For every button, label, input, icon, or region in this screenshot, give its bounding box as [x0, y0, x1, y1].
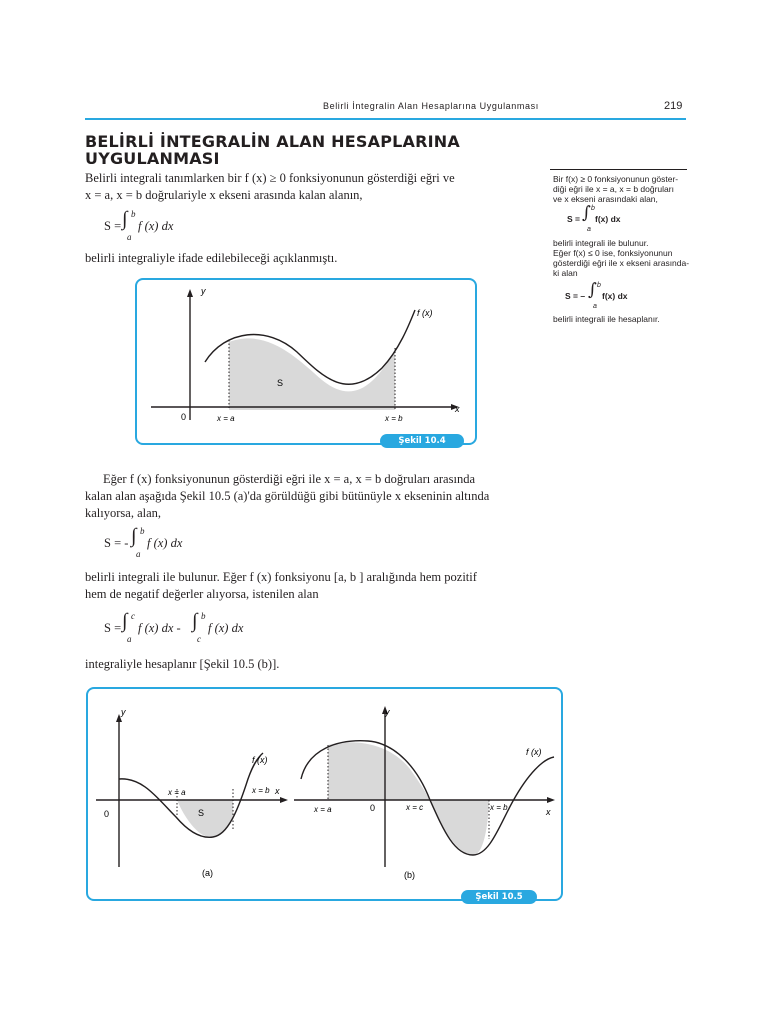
- formula-3-lower-1: a: [127, 634, 132, 644]
- formula-2-lower: a: [136, 549, 141, 559]
- formula-1-lhs: S =: [104, 219, 122, 233]
- a-area-label: S: [198, 808, 205, 818]
- area-label: S: [277, 378, 284, 388]
- sidebar-formula-1-lhs: S =: [567, 214, 580, 224]
- xb-label: x = b: [385, 414, 403, 423]
- a-xa-label: x = a: [168, 788, 186, 797]
- sidebar-rule: [550, 169, 687, 170]
- integral-sign: ∫: [582, 203, 591, 223]
- curve-label: f (x): [417, 308, 433, 318]
- b-y-label: y: [385, 707, 390, 717]
- paragraph-2: belirli integraliyle ifade edilebileceği açıklanmıştı.: [85, 251, 338, 265]
- b-x-axis-arrow: [547, 797, 555, 803]
- integral-sign: ∫: [588, 280, 597, 300]
- sidebar-line2: diği eğri ile x = a, x = b doğruları: [553, 184, 674, 194]
- a-x-label: x: [275, 786, 280, 796]
- y-axis-arrow: [187, 289, 193, 297]
- formula-3-upper-1: c: [131, 611, 135, 621]
- a-curve-fx: [119, 753, 263, 837]
- figure-10-4-graph: [137, 280, 475, 443]
- formula-2-upper: b: [140, 526, 145, 536]
- a-caption: (a): [202, 868, 213, 878]
- sidebar-line7: ki alan: [553, 268, 578, 278]
- formula-3-upper-2: b: [201, 611, 206, 621]
- figure-10-4-badge: Şekil 10.4: [380, 434, 464, 448]
- area-a-region: [177, 800, 233, 837]
- sidebar-formula-2-lhs: S = –: [565, 291, 586, 301]
- paragraph-4-line1: belirli integrali ile bulunur. Eğer f (x) fonksiyonu [a, b ] aralığında hem pozitif: [85, 570, 477, 584]
- b-caption: (b): [404, 870, 415, 880]
- sidebar-line5: Eğer f(x) ≤ 0 ise, fonksiyonunun: [553, 248, 673, 258]
- b-xc-label: x = c: [406, 803, 424, 812]
- integral-sign: ∫: [131, 525, 137, 547]
- header-rule: [85, 118, 686, 120]
- x-axis-label: x: [455, 404, 460, 414]
- integral-sign: ∫: [122, 610, 128, 632]
- a-y-label: y: [121, 707, 126, 717]
- b-curve-label: f (x): [526, 747, 542, 757]
- a-x-axis-arrow: [280, 797, 288, 803]
- paragraph-5: integraliyle hesaplanır [Şekil 10.5 (b)].: [85, 657, 280, 671]
- sidebar-formula-2-lower: a: [593, 303, 597, 310]
- sidebar-formula-1-upper: b: [591, 205, 595, 212]
- a-xb-label: x = b: [252, 786, 270, 795]
- figure-10-5-badge: Şekil 10.5: [461, 890, 537, 904]
- formula-3-rhs: f (x) dx: [208, 621, 244, 635]
- paragraph-1-line2: x = a, x = b doğrulariyle x ekseni arasında kalan alanın,: [85, 188, 363, 202]
- formula-2-lhs: S = -: [104, 536, 129, 550]
- formula-3-lhs: S =: [104, 621, 122, 635]
- b-x-label: x: [546, 807, 551, 817]
- paragraph-1-line1: Belirli integrali tanımlarken bir f (x) ≥ 0 fonksiyonunun gösterdiği eğri ve: [85, 171, 455, 185]
- sidebar-line6: gösterdiği eğri ile x ekseni arasında-: [553, 258, 690, 268]
- integral-sign: ∫: [122, 208, 128, 230]
- a-origin: 0: [104, 809, 110, 819]
- sidebar-line1: Bir f(x) ≥ 0 fonksiyonunun göster-: [553, 174, 679, 184]
- figure-10-5-graph: [88, 689, 561, 899]
- y-axis-label: y: [201, 286, 206, 296]
- paragraph-4-line2: hem de negatif değerler alıyorsa, istenilen alan: [85, 587, 319, 601]
- sidebar-line4: belirli integrali ile bulunur.: [553, 238, 649, 248]
- paragraph-3-line2: kalan alan aşağıda Şekil 10.5 (a)'da görüldüğü gibi bütünüyle x ekseninin altında: [85, 489, 490, 503]
- paragraph-3-line1: Eğer f (x) fonksiyonunun gösterdiği eğri ile x = a, x = b doğruları arasında: [103, 472, 475, 486]
- sidebar-formula-1-rhs: f(x) dx: [595, 214, 621, 224]
- formula-2-rhs: f (x) dx: [147, 536, 183, 550]
- figure-10-5-frame: [86, 687, 563, 901]
- section-title-line1: BELİRLİ İNTEGRALİN ALAN HESAPLARINA: [85, 132, 460, 151]
- paragraph-3-line3: kalıyorsa, alan,: [85, 506, 162, 520]
- sidebar-formula-2-upper: b: [597, 282, 601, 289]
- section-title-line2: UYGULANMASI: [85, 149, 220, 168]
- sidebar-formula-1-lower: a: [587, 226, 591, 233]
- formula-3-mid: f (x) dx -: [138, 621, 181, 635]
- integral-sign: ∫: [192, 610, 198, 632]
- area-region-s: [229, 338, 395, 410]
- formula-1-lower: a: [127, 232, 132, 242]
- sidebar-formula-2-rhs: f(x) dx: [602, 291, 628, 301]
- b-xb-label: x = b: [490, 803, 508, 812]
- page-number: 219: [664, 100, 683, 112]
- a-curve-label: f (x): [252, 755, 268, 765]
- origin-label: 0: [181, 412, 187, 422]
- sidebar-line3: ve x ekseni arasındaki alan,: [553, 194, 658, 204]
- figure-10-4-frame: [135, 278, 477, 445]
- xa-label: x = a: [217, 414, 235, 423]
- b-xa-label: x = a: [314, 805, 332, 814]
- sidebar-line8: belirli integrali ile hesaplanır.: [553, 314, 660, 324]
- area-b-negative: [430, 800, 489, 855]
- b-origin: 0: [370, 803, 376, 813]
- formula-3-lower-2: c: [197, 634, 201, 644]
- formula-1-upper: b: [131, 209, 136, 219]
- formula-1-rhs: f (x) dx: [138, 219, 174, 233]
- running-header-title: Belirli İntegralin Alan Hesaplarına Uygulanması: [323, 101, 539, 111]
